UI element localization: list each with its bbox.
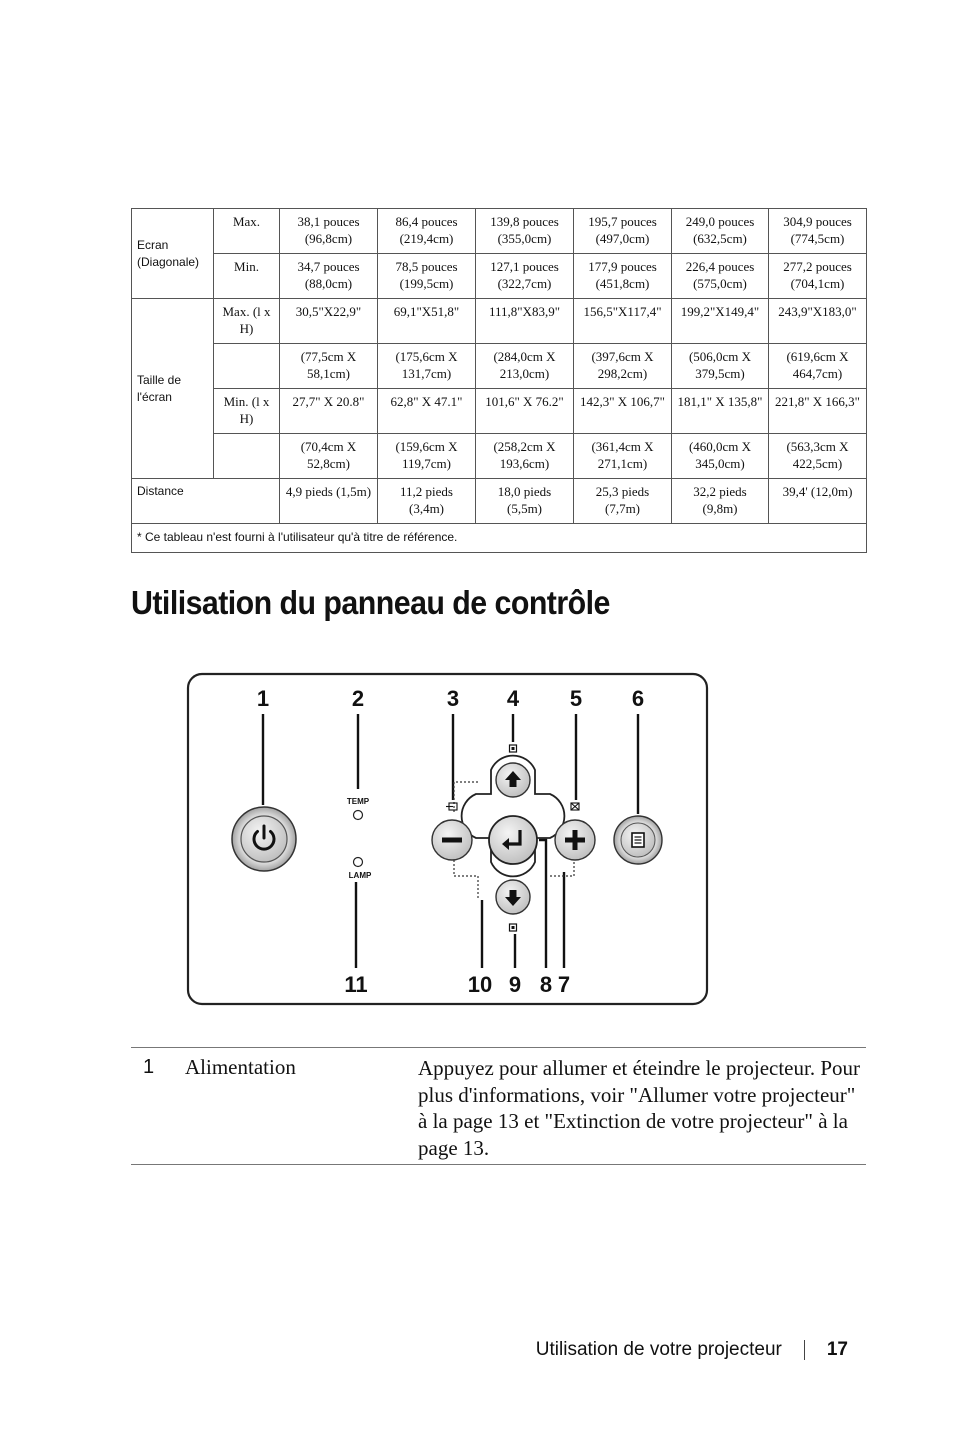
plus-button[interactable]	[555, 820, 595, 860]
row-diag-min	[132, 254, 867, 299]
table-cell: 195,7 pouces (497,0cm)	[574, 209, 672, 254]
min-lh-label: Min. (l x H)	[214, 389, 280, 434]
table-cell: 304,9 pouces (774,5cm)	[769, 209, 867, 254]
table-cell: 139,8 pouces (355,0cm)	[476, 209, 574, 254]
table-cell: 39,4' (12,0m)	[769, 479, 867, 524]
table-cell: 62,8" X 47.1"	[378, 389, 476, 434]
callout-8: 8	[539, 972, 553, 997]
table-cell: 4,9 pieds (1,5m)	[280, 479, 378, 524]
minus-icon	[442, 838, 462, 843]
table-cell: 177,9 pouces (451,8cm)	[574, 254, 672, 299]
row-size-min-cm	[132, 434, 867, 479]
table-cell: 34,7 pouces (88,0cm)	[280, 254, 378, 299]
row-text: Appuyez pour allumer et éteindre le projecteur. Pour plus d'informations, voir "Allumer votre projecteur" à la page 13 et "Extinction de votre projecteur" à la page 13.	[418, 1056, 861, 1160]
lamp-led	[354, 858, 363, 867]
ecran-label: Ecran (Diagonale)	[132, 209, 214, 299]
table-cell: (397,6cm X 298,2cm)	[574, 344, 672, 389]
callout-10: 10	[467, 972, 493, 997]
table-cell: 25,3 pieds (7,7m)	[574, 479, 672, 524]
table-cell: 156,5"X117,4"	[574, 299, 672, 344]
callout-2: 2	[351, 686, 365, 711]
table-cell: 30,5"X22,9"	[280, 299, 378, 344]
menu-icon	[632, 833, 644, 847]
table-cell: 78,5 pouces (199,5cm)	[378, 254, 476, 299]
max-label: Max.	[214, 209, 280, 254]
up-button[interactable]	[496, 763, 530, 797]
taille-label: Taille de l'écran	[132, 299, 214, 479]
table-cell: (77,5cm X 58,1cm)	[280, 344, 378, 389]
callout-9: 9	[508, 972, 522, 997]
page-footer	[536, 1339, 848, 1361]
table-cell: (70,4cm X 52,8cm)	[280, 434, 378, 479]
section-heading: Utilisation du panneau de contrôle	[131, 584, 610, 621]
table-cell: (563,3cm X 422,5cm)	[769, 434, 867, 479]
min-label: Min.	[214, 254, 280, 299]
spec-table	[131, 208, 867, 553]
callout-1: 1	[256, 686, 270, 711]
table-cell: 199,2"X149,4"	[672, 299, 769, 344]
row-size-max-cm	[132, 344, 867, 389]
callout-6: 6	[631, 686, 645, 711]
max-lh-label: Max. (l x H)	[214, 299, 280, 344]
table-cell: 226,4 pouces (575,0cm)	[672, 254, 769, 299]
menu-button[interactable]	[614, 816, 662, 864]
table-cell: (361,4cm X 271,1cm)	[574, 434, 672, 479]
table-cell: (460,0cm X 345,0cm)	[672, 434, 769, 479]
empty-cell	[214, 344, 280, 389]
down-button[interactable]	[496, 880, 530, 914]
callout-5: 5	[569, 686, 583, 711]
table-cell: 277,2 pouces (704,1cm)	[769, 254, 867, 299]
row-distance	[132, 479, 867, 524]
control-panel-diagram	[186, 672, 710, 1010]
row-diag-max	[132, 209, 867, 254]
temp-led	[354, 811, 363, 820]
table-cell: (506,0cm X 379,5cm)	[672, 344, 769, 389]
table-cell: 249,0 pouces (632,5cm)	[672, 209, 769, 254]
table-cell: 243,9"X183,0"	[769, 299, 867, 344]
table-cell: 38,1 pouces (96,8cm)	[280, 209, 378, 254]
lamp-label: LAMP	[348, 871, 372, 880]
row-size-max-in	[132, 299, 867, 344]
enter-button[interactable]	[489, 816, 537, 864]
callout-11: 11	[344, 972, 368, 997]
table-cell: (619,6cm X 464,7cm)	[769, 344, 867, 389]
page-number: 17	[826, 1339, 848, 1360]
footer-title: Utilisation de votre projecteur	[535, 1339, 782, 1360]
table-cell: 32,2 pieds (9,8m)	[672, 479, 769, 524]
row-number: 1	[143, 1056, 155, 1078]
table-cell: (258,2cm X 193,6cm)	[476, 434, 574, 479]
row-note	[132, 524, 867, 553]
footer-divider	[804, 1340, 805, 1360]
table-cell: (175,6cm X 131,7cm)	[378, 344, 476, 389]
temp-label: TEMP	[346, 797, 370, 806]
table-cell: 101,6" X 76.2"	[476, 389, 574, 434]
minus-button[interactable]	[432, 820, 472, 860]
power-button[interactable]	[232, 807, 296, 871]
table-cell: 18,0 pieds (5,5m)	[476, 479, 574, 524]
row-name: Alimentation	[185, 1055, 296, 1079]
table-cell: 86,4 pouces (219,4cm)	[378, 209, 476, 254]
callout-4: 4	[506, 686, 520, 711]
description-row	[131, 1052, 866, 1158]
table-cell: 111,8"X83,9"	[476, 299, 574, 344]
table-note: * Ce tableau n'est fourni à l'utilisateur qu'à titre de référence.	[132, 524, 867, 553]
table-cell: (159,6cm X 119,7cm)	[378, 434, 476, 479]
table-cell: 142,3" X 106,7"	[574, 389, 672, 434]
table-cell: 127,1 pouces (322,7cm)	[476, 254, 574, 299]
table-cell: 221,8" X 166,3"	[769, 389, 867, 434]
table-cell: (284,0cm X 213,0cm)	[476, 344, 574, 389]
callout-7: 7	[557, 972, 571, 997]
table-cell: 11,2 pieds (3,4m)	[378, 479, 476, 524]
distance-label: Distance	[132, 479, 280, 524]
row-size-min-in	[132, 389, 867, 434]
table-cell: 181,1" X 135,8"	[672, 389, 769, 434]
description-table	[131, 1047, 866, 1165]
table-cell: 27,7" X 20.8"	[280, 389, 378, 434]
empty-cell	[214, 434, 280, 479]
callout-3: 3	[446, 686, 460, 711]
table-cell: 69,1"X51,8"	[378, 299, 476, 344]
